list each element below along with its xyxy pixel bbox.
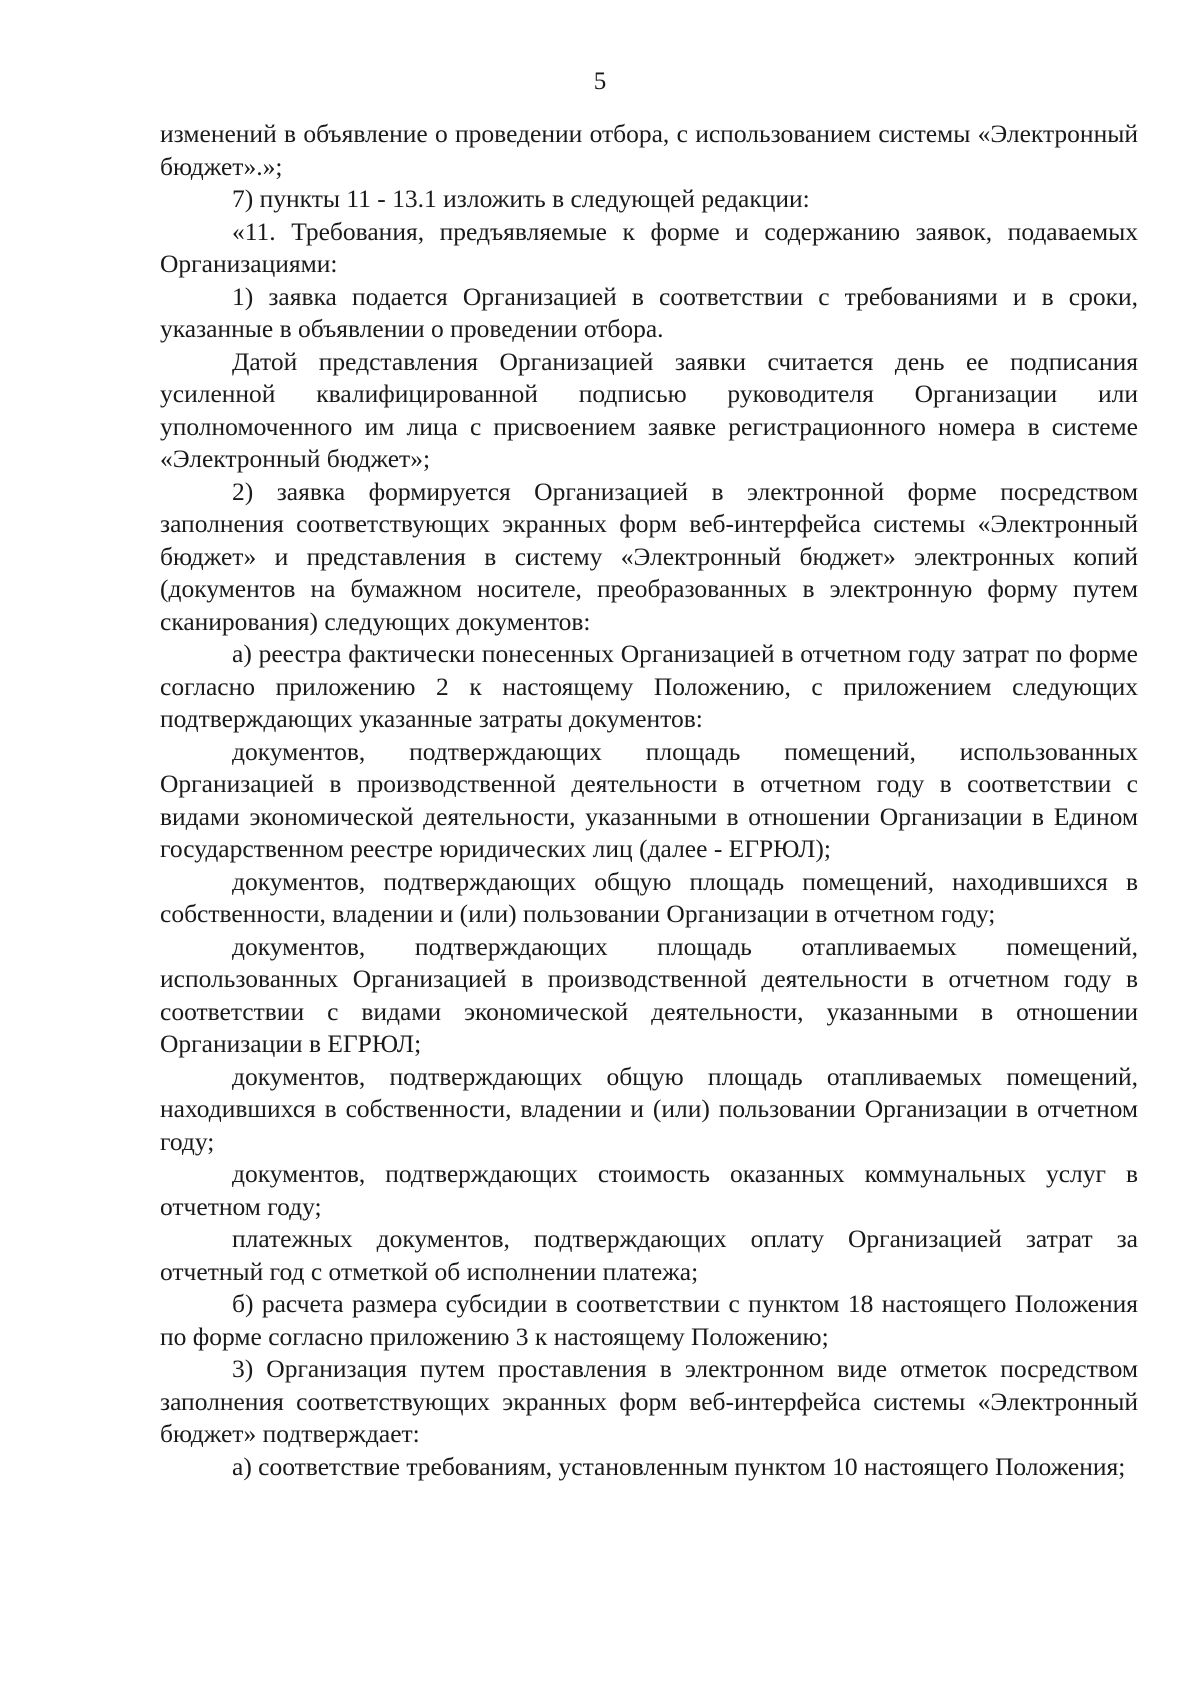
paragraph: 1) заявка подается Организацией в соответствии с требованиями и в сроки, указанные в объявлении о проведении отбора. (160, 281, 1138, 343)
paragraph: б) расчета размера субсидии в соответствии с пунктом 18 настоящего Положения по форме согласно приложению 3 к настоящему Положению; (160, 1289, 1138, 1351)
paragraph: Датой представления Организацией заявки считается день ее подписания усиленной квалифицированной подписью руководителя Организации или уполномоченного им лица с присвоением заявке регистрационного номера в системе «Электронный бюджет»; (160, 346, 1138, 473)
paragraph: документов, подтверждающих стоимость оказанных коммунальных услуг в отчетном году; (160, 1159, 1138, 1221)
paragraph: изменений в объявление о проведении отбора, с использованием системы «Электронный бюджет».»; (160, 119, 1138, 181)
page-number: 5 (593, 68, 607, 95)
document-body (160, 118, 1138, 1483)
paragraph: а) соответствие требованиям, установленным пунктом 10 настоящего Положения; (232, 1451, 1126, 1481)
paragraph: документов, подтверждающих общую площадь отапливаемых помещений, находившихся в собственности, владении и (или) пользовании Организации в отчетном году; (160, 1061, 1138, 1156)
paragraph: 2) заявка формируется Организацией в электронной форме посредством заполнения соответствующих экранных форм веб-интерфейса системы «Электронный бюджет» и представления в систему «Электронный бюджет» электронных копий (документов на бумажном носителе, преобразованных в электронную форму путем сканирования) следующих документов: (160, 476, 1138, 636)
paragraph: документов, подтверждающих площадь отапливаемых помещений, использованных Организацией в производственной деятельности в отчетном году в соответствии с видами экономической деятельности, указанными в отношении Организации в ЕГРЮЛ; (160, 931, 1138, 1058)
paragraph: а) реестра фактически понесенных Организацией в отчетном году затрат по форме согласно приложению 2 к настоящему Положению, с приложением следующих подтверждающих указанные затраты документов: (160, 639, 1138, 733)
paragraph: 3) Организация путем проставления в электронном виде отметок посредством заполнения соответствующих экранных форм веб-интерфейса системы «Электронный бюджет» подтверждает: (160, 1354, 1138, 1448)
paragraph: «11. Требования, предъявляемые к форме и содержанию заявок, подаваемых Организациями: (160, 216, 1138, 278)
paragraph: платежных документов, подтверждающих оплату Организацией затрат за отчетный год с отметкой об исполнении платежа; (160, 1224, 1138, 1286)
paragraph: документов, подтверждающих площадь помещений, использованных Организацией в производственной деятельности в отчетном году в соответствии с видами экономической деятельности, указанными в отношении Организации в Едином государственном реестре юридических лиц (далее - ЕГРЮЛ); (160, 736, 1138, 863)
paragraph: документов, подтверждающих общую площадь помещений, находившихся в собственности, владении и (или) пользовании Организации в отчетном году; (160, 866, 1138, 928)
paragraph: 7) пункты 11 - 13.1 изложить в следующей редакции: (232, 184, 810, 213)
